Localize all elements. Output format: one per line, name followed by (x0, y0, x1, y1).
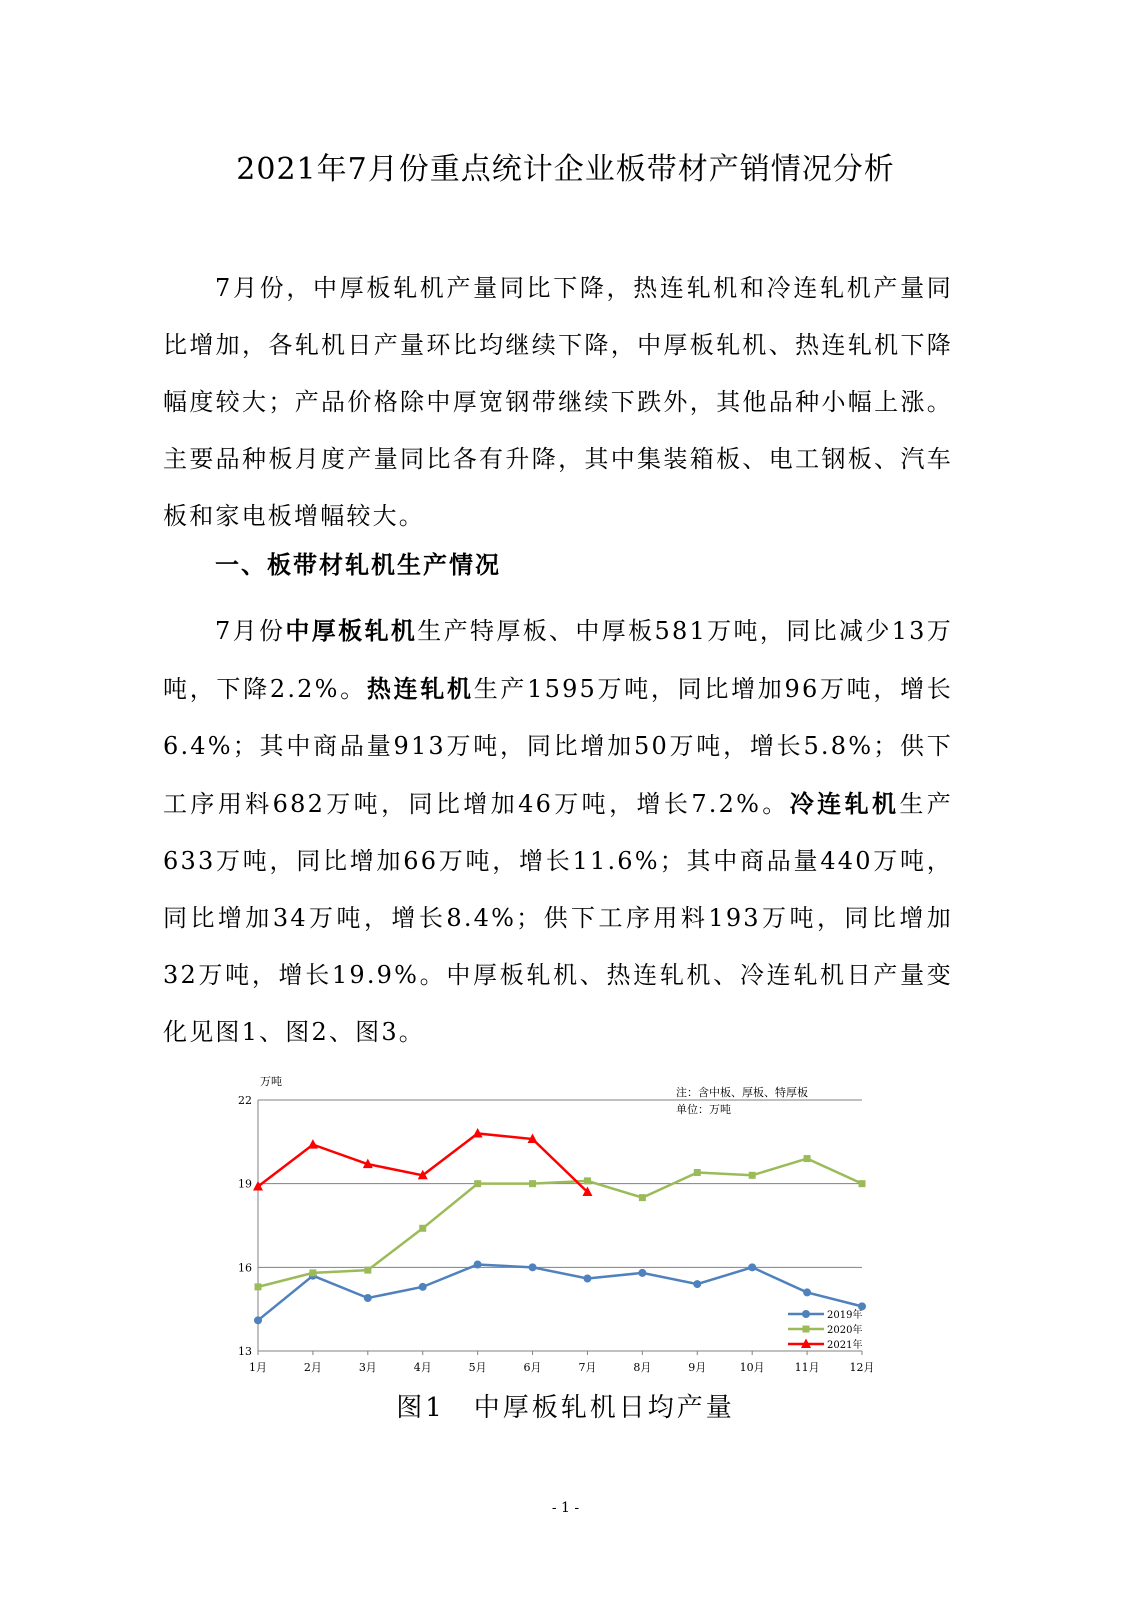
data-point (584, 1177, 591, 1184)
y-tick-label: 16 (238, 1261, 252, 1275)
gridlines (258, 1100, 862, 1351)
series-layer (253, 1128, 866, 1324)
data-point (583, 1274, 591, 1282)
data-point (749, 1172, 756, 1179)
section-paragraph (163, 602, 953, 1061)
data-point (693, 1280, 701, 1288)
x-tick-label: 8月 (633, 1361, 652, 1374)
series-line (258, 1265, 862, 1321)
term-medium-plate-mill: 中厚板轧机 (285, 616, 418, 645)
x-tick-label: 11月 (794, 1361, 820, 1374)
axes (238, 1094, 875, 1374)
data-point (859, 1180, 866, 1187)
page-number: - 1 - (551, 1500, 580, 1516)
y-axis-unit-label: 万吨 (260, 1075, 282, 1088)
page-title: 2021年7月份重点统计企业板带材产销情况分析 (236, 152, 895, 187)
x-tick-label: 3月 (358, 1361, 377, 1374)
data-point (419, 1283, 427, 1291)
legend-label: 2019年 (827, 1310, 863, 1321)
x-tick-label: 5月 (468, 1361, 487, 1374)
x-tick-label: 1月 (249, 1361, 267, 1374)
figure-caption: 图1 中厚板轧机日均产量 (396, 1393, 735, 1423)
data-point (255, 1283, 262, 1290)
text-run: 生产特厚板、中厚板581万吨，同比减少13万吨，下降2.2%。 (163, 617, 953, 703)
x-tick-label: 9月 (688, 1361, 707, 1374)
data-point (803, 1326, 810, 1333)
data-point (364, 1267, 371, 1274)
data-point (748, 1263, 756, 1271)
data-point (638, 1269, 646, 1277)
x-tick-label: 4月 (413, 1361, 432, 1374)
data-point (474, 1261, 482, 1269)
data-point (802, 1310, 810, 1318)
data-point (419, 1225, 426, 1232)
text-run: 7月份 (215, 617, 286, 645)
data-point (639, 1194, 646, 1201)
data-point (529, 1263, 537, 1271)
term-cold-strip-mill: 冷连轧机 (789, 789, 900, 818)
series-2 (255, 1155, 866, 1290)
line-chart (230, 1065, 890, 1385)
y-tick-label: 19 (238, 1177, 252, 1191)
data-point (803, 1288, 811, 1296)
term-hot-strip-mill: 热连轧机 (366, 674, 474, 703)
text-run: 生产1595万吨，同比增加96万吨，增长6.4%；其中商品量913万吨，同比增加50万吨，增长5.8%；供下工序用料682万吨，同比增加46万吨，增长7.2%。 (163, 675, 953, 818)
data-point (254, 1316, 262, 1324)
data-point (309, 1269, 316, 1276)
chart-note-unit: 单位：万吨 (676, 1103, 731, 1116)
x-tick-label: 6月 (523, 1361, 542, 1374)
data-point (474, 1180, 481, 1187)
chart-note-scope: 注：含中板、厚板、特厚板 (676, 1086, 808, 1099)
x-tick-label: 2月 (303, 1361, 322, 1374)
data-point (804, 1155, 811, 1162)
x-tick-label: 10月 (739, 1361, 765, 1374)
text-run: 生产633万吨，同比增加66万吨，增长11.6%；其中商品量440万吨，同比增加34万吨，增长8.4%；供下工序用料193万吨，同比增加32万吨，增长19.9%。中厚板轧机、热连轧机、冷连轧机日产量变化见图1、图2、图3。 (163, 790, 953, 1046)
data-point (364, 1294, 372, 1302)
legend-label: 2021年 (827, 1340, 863, 1351)
data-point (529, 1180, 536, 1187)
data-point (308, 1139, 318, 1149)
legend (788, 1308, 862, 1351)
legend-label: 2020年 (827, 1325, 863, 1336)
intro-paragraph: 7月份，中厚板轧机产量同比下降，热连轧机和冷连轧机产量同比增加，各轧机日产量环比均继续下降，中厚板轧机、热连轧机下降幅度较大；产品价格除中厚宽钢带继续下跌外，其他品种小幅上涨。主要品种板月度产量同比各有升降，其中集装箱板、电工钢板、汽车板和家电板增幅较大。 (163, 274, 953, 530)
y-tick-label: 22 (238, 1094, 252, 1107)
x-tick-label: 12月 (849, 1361, 875, 1374)
x-tick-label: 7月 (578, 1361, 597, 1374)
data-point (694, 1169, 701, 1176)
y-tick-label: 13 (238, 1345, 252, 1358)
series-3 (253, 1128, 592, 1196)
section-heading: 一、板带材轧机生产情况 (215, 551, 501, 579)
